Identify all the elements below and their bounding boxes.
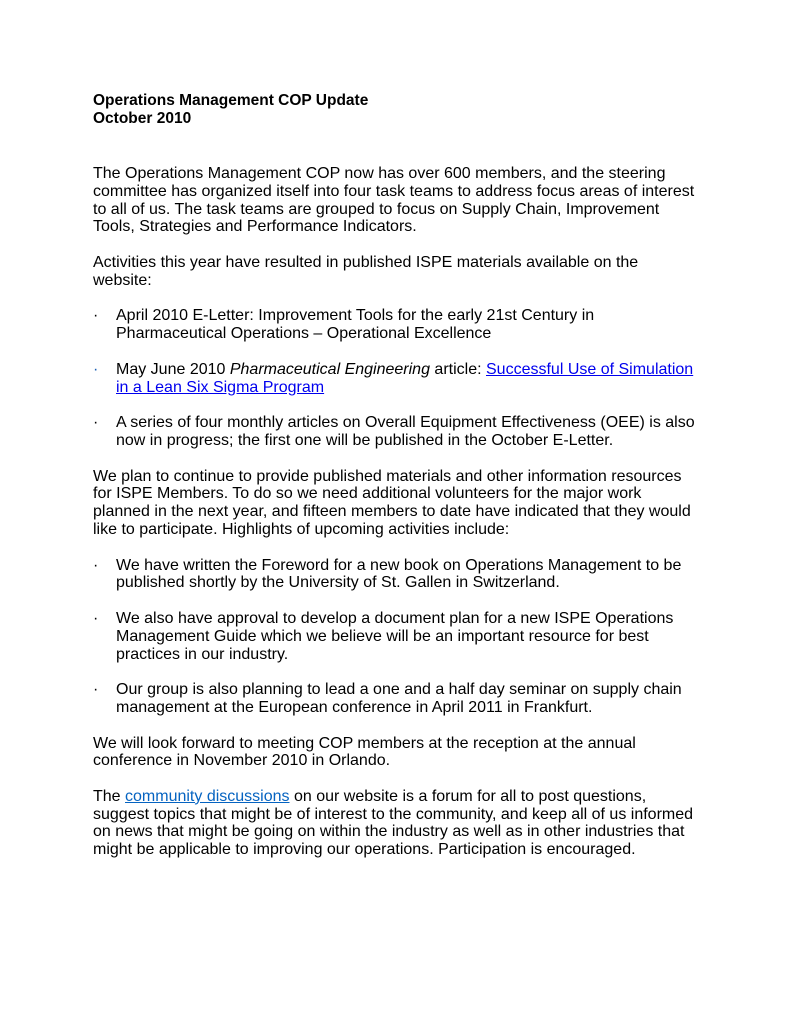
list-item bbox=[93, 610, 699, 663]
document-page bbox=[93, 92, 699, 877]
activities-list bbox=[93, 307, 699, 449]
list-item bbox=[93, 414, 699, 450]
bullet-icon: · bbox=[93, 307, 99, 325]
activities-lead: Activities this year have resulted in published ISPE materials available on the website: bbox=[93, 253, 639, 289]
journal-name: Pharmaceutical Engineering bbox=[229, 360, 430, 378]
community-prefix: The bbox=[93, 787, 126, 805]
activity-item-eletter: April 2010 E-Letter: Improvement Tools for the early 21st Century in Pharmaceutical Operations – Operational Excellence bbox=[116, 307, 595, 343]
list-item bbox=[93, 681, 699, 717]
document-header bbox=[93, 92, 699, 127]
article-prefix: May June 2010 bbox=[116, 360, 230, 378]
simulation-article-link[interactable]: Successful Use of Simulation in a Lean Six Sigma Program bbox=[116, 360, 694, 396]
closing-paragraph: We will look forward to meeting COP members at the reception at the annual conference in November 2010 in Orlando. bbox=[93, 734, 636, 770]
list-item bbox=[93, 361, 699, 397]
list-item bbox=[93, 307, 699, 343]
plan-item-seminar: Our group is also planning to lead a one and a half day seminar on supply chain management at the European conference in April 2011 in Frankfurt. bbox=[116, 681, 682, 716]
intro-paragraph: The Operations Management COP now has over 600 members, and the steering committee has organized itself into four task teams to address focus areas of interest to all of us. The task teams are grouped to focus on Supply Chain, Improvement Tools, Strategies and Performance Indicators. bbox=[93, 165, 695, 236]
bullet-icon: · bbox=[93, 556, 99, 574]
activity-item-article bbox=[116, 361, 699, 397]
bullet-icon: · bbox=[93, 360, 99, 378]
community-suffix: on our website is a forum for all to post questions, suggest topics that might be of interest to the community, and keep all of us informed on news that might be going on within the industry as well as in other industries that might be applicable to improving our operations. Participation is encouraged. bbox=[93, 787, 694, 859]
article-mid: article: bbox=[429, 360, 486, 378]
plans-list bbox=[93, 557, 699, 717]
bullet-icon: · bbox=[93, 609, 99, 627]
community-discussions-link[interactable]: community discussions bbox=[125, 787, 290, 805]
list-item bbox=[93, 557, 699, 593]
plans-paragraph: We plan to continue to provide published materials and other information resources for ISPE Members. To do so we need additional volunteers for the major work planned in the next year, and fifteen members to date have indicated that they would like to participate. Highlights of upcoming activities include: bbox=[93, 467, 691, 538]
bullet-icon: · bbox=[93, 681, 99, 699]
plan-item-guide: We also have approval to develop a document plan for a new ISPE Operations Management Guide which we believe will be an important resource for best practices in our industry. bbox=[116, 609, 674, 663]
bullet-icon: · bbox=[93, 414, 99, 432]
document-title: Operations Management COP Update bbox=[93, 92, 369, 109]
activity-item-oee: A series of four monthly articles on Overall Equipment Effectiveness (OEE) is also now in progress; the first one will be published in the October E-Letter. bbox=[116, 414, 695, 449]
community-paragraph bbox=[93, 788, 699, 859]
document-date: October 2010 bbox=[93, 109, 192, 127]
plan-item-foreword: We have written the Foreword for a new book on Operations Management to be published shortly by the University of St. Gallen in Switzerland. bbox=[116, 556, 682, 592]
